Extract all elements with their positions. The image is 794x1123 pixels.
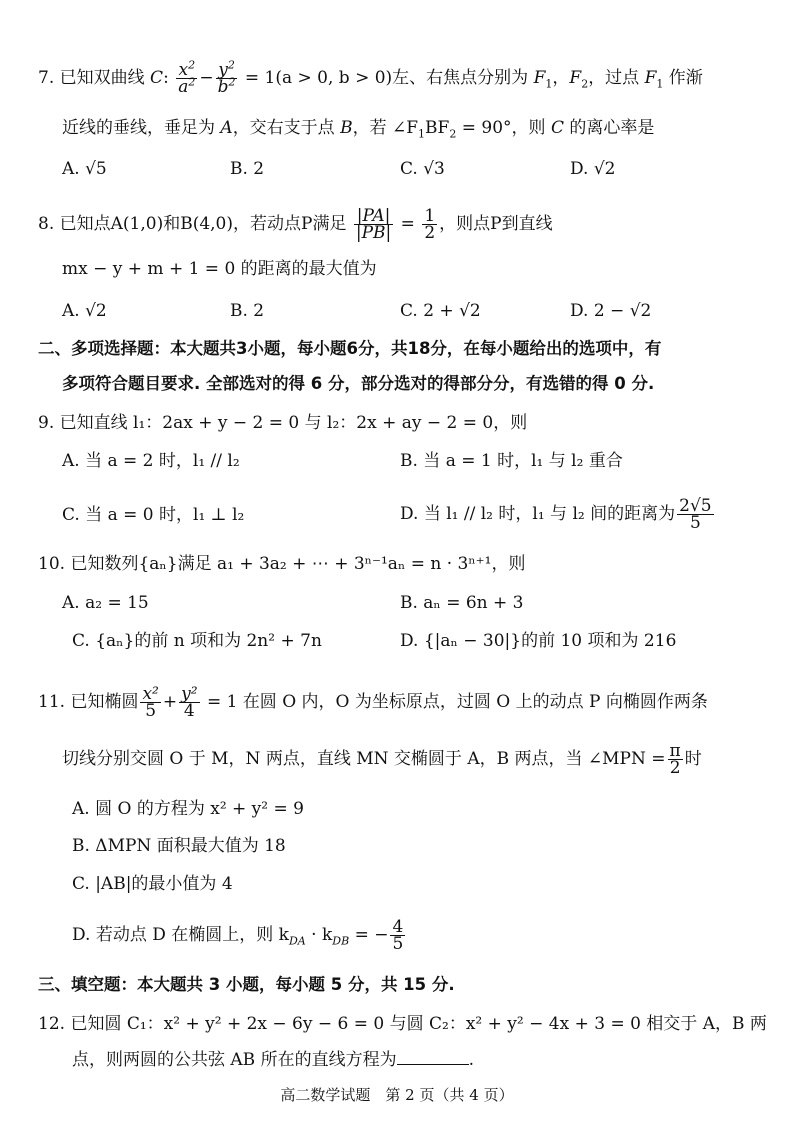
q8-option-d: D. 2 − √2 (570, 301, 652, 321)
q11-option-a: A. 圆 O 的方程为 x² + y² = 9 (72, 799, 304, 819)
q12-line1 (38, 1013, 767, 1035)
q11-option-d-sub1: DA (288, 934, 306, 948)
q11-stem-b: = 1 在圆 O 内，O 为坐标原点，过圆 O 上的动点 P 向椭圆作两条 (206, 692, 708, 712)
q11-line2-tail: 时 (684, 749, 702, 769)
q7-line2-a: 近线的垂线，垂足为 (62, 118, 215, 138)
q12-stem: 已知圆 C₁：x² + y² + 2x − 6y − 6 = 0 与圆 C₂：x² + y² − 4x + 3 = 0 相交于 A，B 两 (70, 1014, 767, 1034)
q8-options (62, 300, 762, 322)
q11-option-d-den: 5 (392, 934, 404, 954)
q8-half (422, 208, 437, 241)
q11-number: 11. (38, 692, 66, 712)
q11-line1 (38, 682, 708, 722)
q11-option-d-sub2: DB (332, 934, 350, 948)
q11-frac-x-den: 5 (145, 701, 157, 721)
q7-line2-f: 的离心率是 (569, 118, 655, 138)
q7-options (62, 158, 762, 180)
q10-stem: 已知数列{aₙ}满足 a₁ + 3a₂ + ⋯ + 3ⁿ⁻¹aₙ = n · 3ⁿ⁺¹，则 (70, 554, 526, 574)
q9-option-d-frac (677, 498, 713, 531)
q11-frac-y (179, 686, 199, 719)
q7-option-c: C. √3 (400, 159, 445, 179)
q9-stem: 已知直线 l₁：2ax + y − 2 = 0 与 l₂：2x + ay − 2 = 0，则 (59, 413, 528, 433)
q8-option-a: A. √2 (62, 301, 107, 321)
q11-stem-a: 已知椭圆 (70, 692, 139, 712)
q11-option-d-num: 4 (392, 917, 404, 937)
q7-line2-c: ，若 ∠F (352, 118, 419, 138)
q7-eq-right: = 1(a > 0, b > 0)左、右焦点分别为 (244, 68, 529, 88)
q11-plus: + (162, 692, 178, 712)
q8-stem: 已知点A(1,0)和B(4,0)，若动点P满足 (59, 214, 347, 234)
q11-pi-frac (668, 743, 683, 776)
q9-number: 9. (38, 413, 55, 433)
q9-option-d-text: D. 当 l₁ // l₂ 时，l₁ 与 l₂ 间的距离为 (400, 504, 676, 524)
q12-line2-text: 点，则两圆的公共弦 AB 所在的直线方程为 (72, 1050, 397, 1070)
q9-option-a: A. 当 a = 2 时，l₁ // l₂ (62, 451, 240, 471)
page-footer: 高二数学试题 第 2 页（共 4 页） (280, 1086, 514, 1104)
q11-option-d-eq: = − (349, 925, 389, 945)
q11-option-d (72, 915, 407, 955)
q10-number: 10. (38, 554, 66, 574)
q9-option-b: B. 当 a = 1 时，l₁ 与 l₂ 重合 (400, 451, 623, 471)
q8-number: 8. (38, 214, 55, 234)
q7-f1: F (533, 68, 546, 88)
q9-line1 (38, 412, 527, 434)
q8-stem-tail: ，则点P到直线 (439, 214, 553, 234)
q11-line2-text: 切线分别交圆 O 于 M，N 两点，直线 MN 交椭圆于 A，B 两点，当 ∠MPN = (62, 749, 666, 769)
q7-line2: 近线的垂线，垂足为 A，交右支于点 B，若 $\angle F_1BF_2 = 90^\circ$，则 C 的离心率是 (62, 118, 655, 141)
q7-tail2: 作渐 (668, 68, 703, 88)
q10-option-d: D. {|aₙ − 30|}的前 10 项和为 216 (400, 631, 677, 651)
q8-half-num: 1 (424, 206, 436, 226)
q7-line2-e: = 90°，则 (456, 118, 546, 138)
q8-option-b: B. 2 (230, 301, 265, 321)
q9-option-d (400, 495, 716, 533)
q11-frac-x (140, 686, 160, 719)
q11-pi-num: π (669, 741, 681, 761)
q7-tail: ，过点 (588, 68, 640, 88)
q8-half-den: 2 (424, 223, 436, 243)
q7-option-a: A. √5 (62, 159, 107, 179)
q10-option-b: B. aₙ = 6n + 3 (400, 593, 524, 613)
q12-line2-end: . (468, 1050, 474, 1070)
q7-number: 7. (38, 68, 55, 88)
q7-line2-b: ，交右支于点 (232, 118, 335, 138)
q7-line1: 7. 已知双曲线 C: $\frac{x^2}{a^2}$ − $\frac{y^2}{b^2}$ = 1(a > 0, b > 0)左、右焦点分别为 $F_1$，$F_2$，过点 $F_1$ 作渐 (38, 58, 703, 97)
q11-option-d-frac (390, 919, 405, 952)
q7-curve: C (150, 68, 164, 88)
q11-option-c: C. |AB|的最小值为 4 (72, 874, 233, 894)
q11-frac-x-num: x² (142, 684, 159, 704)
q12-number: 12. (38, 1014, 66, 1034)
q9-option-d-den: 5 (689, 513, 701, 533)
q8-eq: = (400, 214, 415, 234)
q11-option-d-text: D. 若动点 D 在椭圆上，则 k (72, 925, 289, 945)
q8-line2: mx − y + m + 1 = 0 的距离的最大值为 (62, 259, 377, 279)
q11-pi-den: 2 (669, 758, 681, 778)
q8-ratio-num: |PA| (354, 208, 393, 225)
section2-heading: 二、多项选择题：本大题共3小题，每小题6分，共18分，在每小题给出的选项中，有 (38, 339, 662, 358)
q7-frac-y: $\frac{y^2}{b^2}$ (217, 58, 236, 97)
q11-frac-y-num: y² (181, 684, 198, 704)
q7-stem: 已知双曲线 (59, 68, 145, 88)
section3-heading: 三、填空题：本大题共 3 小题，每小题 5 分，共 15 分. (38, 975, 455, 994)
q7-f2: F (569, 68, 582, 88)
q10-line1 (38, 553, 525, 575)
q11-option-b: B. ΔMPN 面积最大值为 18 (72, 836, 286, 856)
q7-option-b: B. 2 (230, 159, 265, 179)
q7-option-d: D. √2 (570, 159, 616, 179)
q8-line1 (38, 208, 553, 241)
q11-frac-y-den: 4 (183, 701, 195, 721)
q11-line2 (62, 740, 702, 778)
q7-frac-x: $\frac{x^2}{a^2}$ (178, 58, 196, 97)
section2-instructions: 多项符合题目要求. 全部选对的得 6 分，部分选对的得部分分，有选错的得 0 分. (62, 374, 655, 393)
q7-line2-d: BF (425, 118, 450, 138)
q8-ratio (354, 208, 393, 241)
q10-option-a: A. a₂ = 15 (62, 593, 149, 613)
q9-option-d-num: 2√5 (679, 496, 712, 516)
q9-option-c: C. 当 a = 0 时，l₁ ⊥ l₂ (62, 505, 245, 525)
q11-option-d-mid: · k (305, 925, 333, 945)
q12-line2 (72, 1049, 474, 1071)
q10-option-c: C. {aₙ}的前 n 项和为 2n² + 7n (72, 631, 322, 651)
q8-ratio-den: |PB| (355, 223, 392, 243)
q8-option-c: C. 2 + √2 (400, 301, 481, 321)
q12-answer-blank[interactable] (397, 1050, 469, 1065)
